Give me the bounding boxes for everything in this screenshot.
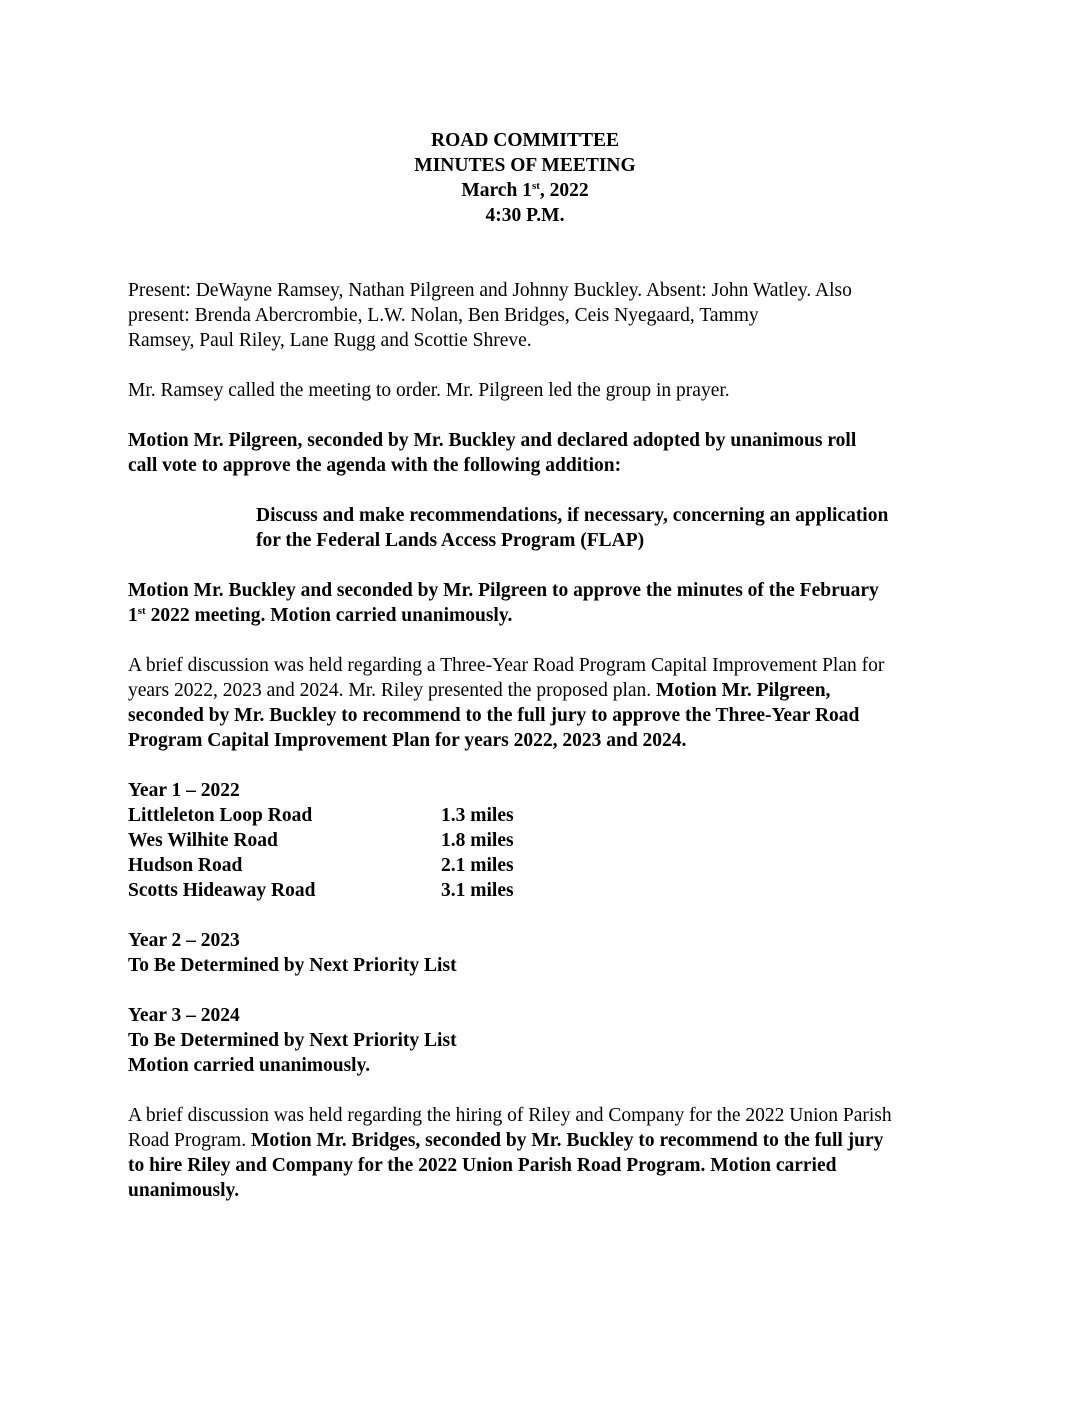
year1-heading: Year 1 – 2022 xyxy=(128,780,240,801)
year2-section xyxy=(128,928,962,978)
minutes-page xyxy=(128,128,962,1203)
year3-heading: Year 3 – 2024 xyxy=(128,1005,240,1026)
committee-title: ROAD COMMITTEE xyxy=(431,130,619,151)
minutes-title: MINUTES OF MEETING xyxy=(414,155,636,176)
year2-heading: Year 2 – 2023 xyxy=(128,930,240,951)
road-miles: 2.1 miles xyxy=(441,855,514,876)
year1-road-table xyxy=(128,803,514,903)
table-row xyxy=(128,803,514,828)
table-row xyxy=(128,853,514,878)
year3-section xyxy=(128,1003,962,1078)
year3-text: To Be Determined by Next Priority List xyxy=(128,1030,457,1051)
road-name: Littleleton Loop Road xyxy=(128,805,313,826)
table-row xyxy=(128,828,514,853)
minutes-motion-paragraph: Motion Mr. Buckley and seconded by Mr. Pilgreen to approve the minutes of the February 1st 2022 meeting. Motion carried unanimously. xyxy=(128,580,879,626)
meeting-time: 4:30 P.M. xyxy=(485,205,565,226)
table-row xyxy=(128,878,514,903)
road-name: Hudson Road xyxy=(128,855,243,876)
road-miles: 1.3 miles xyxy=(441,805,514,826)
document-header xyxy=(88,128,962,228)
meeting-date: March 1st, 2022 xyxy=(461,180,589,201)
road-miles: 1.8 miles xyxy=(441,830,514,851)
road-miles: 3.1 miles xyxy=(441,880,514,901)
call-to-order-paragraph: Mr. Ramsey called the meeting to order. Mr. Pilgreen led the group in prayer. xyxy=(128,380,730,401)
year3-motion-result: Motion carried unanimously. xyxy=(128,1055,371,1076)
road-name: Wes Wilhite Road xyxy=(128,830,278,851)
riley-hire-paragraph: A brief discussion was held regarding the hiring of Riley and Company for the 2022 Union Parish Road Program. Motion Mr. Bridges, seconded by Mr. Buckley to recommend to the full jury to hire Riley and Company for the 2022 Union Parish Road Program. Motion carried unanimously. xyxy=(128,1105,892,1201)
attendance-paragraph: Present: DeWayne Ramsey, Nathan Pilgreen and Johnny Buckley. Absent: John Watley. Also present: Brenda Abercrombie, L.W. Nolan, Ben Bridges, Ceis Nyegaard, Tammy Ramsey, Paul Riley, Lane Rugg and Scottie Shreve. xyxy=(128,280,852,351)
road-plan-paragraph: A brief discussion was held regarding a Three-Year Road Program Capital Improvement Plan for years 2022, 2023 and 2024. Mr. Riley presented the proposed plan. Motion Mr. Pilgreen, seconded by Mr. Buckley to recommend to the full jury to approve the Three-Year Road Program Capital Improvement Plan for years 2022, 2023 and 2024. xyxy=(128,655,885,751)
year1-section xyxy=(128,778,962,903)
agenda-motion-paragraph: Motion Mr. Pilgreen, seconded by Mr. Buckley and declared adopted by unanimous roll call vote to approve the agenda with the following addition: xyxy=(128,430,857,476)
agenda-addition-paragraph: Discuss and make recommendations, if necessary, concerning an application for the Federal Lands Access Program (FLAP) xyxy=(256,505,889,551)
year2-text: To Be Determined by Next Priority List xyxy=(128,955,457,976)
road-name: Scotts Hideaway Road xyxy=(128,880,316,901)
